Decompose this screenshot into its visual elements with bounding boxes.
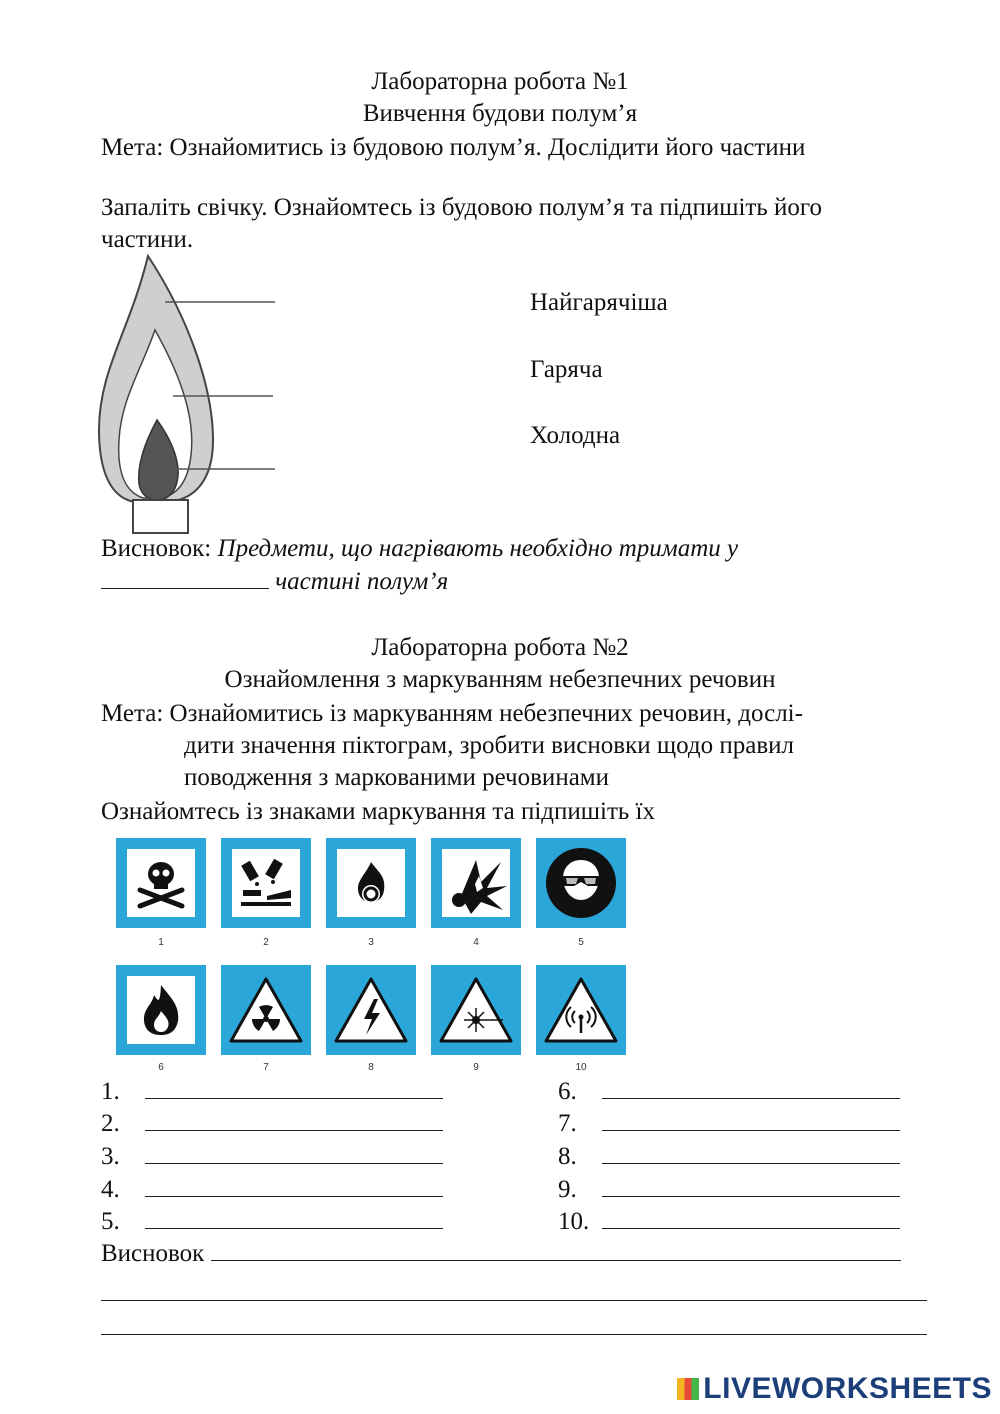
lab1-conclusion-label: Висновок: bbox=[101, 535, 212, 562]
lab2-conclusion-label: Висновок bbox=[101, 1240, 205, 1267]
lab2-conclusion-blank-1[interactable] bbox=[211, 1238, 901, 1261]
answer-blank-3[interactable] bbox=[145, 1141, 443, 1164]
laser-sign-icon bbox=[431, 965, 521, 1055]
zone-hottest: Найгарячіша bbox=[530, 289, 668, 316]
answer-blank-2[interactable] bbox=[145, 1108, 443, 1131]
answer-row-2 bbox=[101, 1108, 443, 1140]
lab1-subtitle: Вивчення будови полум’я bbox=[362, 100, 638, 127]
lab2-conclusion bbox=[101, 1238, 901, 1270]
answer-row-1 bbox=[101, 1076, 443, 1108]
lab1-conclusion-blank[interactable] bbox=[101, 566, 269, 589]
sign-number-2: 2 bbox=[263, 937, 269, 948]
zone-cold: Холодна bbox=[530, 422, 621, 449]
answer-blank-7[interactable] bbox=[602, 1108, 900, 1131]
lab2-conclusion-blank-3[interactable] bbox=[101, 1318, 927, 1335]
flame-illustration bbox=[95, 250, 285, 540]
liveworksheets-logo bbox=[677, 1372, 992, 1406]
answer-row-10 bbox=[558, 1206, 900, 1238]
lab1-title: Лабораторна робота №1 bbox=[371, 68, 629, 95]
toxic-sign-icon bbox=[116, 838, 206, 928]
lab1-goal: Мета: Ознайомитись із будовою полум’я. Дослідити його частини bbox=[101, 134, 806, 161]
answer-blank-8[interactable] bbox=[602, 1141, 900, 1164]
sign-number-5: 5 bbox=[578, 937, 584, 948]
lab1-task-line2: частини. bbox=[101, 226, 194, 253]
lab2-goal-line3: поводження з маркованими речовинами bbox=[184, 764, 609, 791]
answer-number: 7. bbox=[558, 1110, 577, 1137]
lab2-task: Ознайомтесь із знаками маркування та підпишіть їх bbox=[101, 798, 655, 825]
sign-number-6: 6 bbox=[158, 1062, 164, 1073]
answer-number: 10. bbox=[558, 1208, 590, 1235]
logo-text: LIVEWORKSHEETS bbox=[703, 1372, 992, 1405]
sign-number-3: 3 bbox=[368, 937, 374, 948]
eye-protection-sign-icon bbox=[536, 838, 626, 928]
sign-number-1: 1 bbox=[158, 937, 164, 948]
logo-mark-icon bbox=[677, 1378, 699, 1400]
answer-row-5 bbox=[101, 1206, 443, 1238]
lab2-goal-line1: Мета: Ознайомитись із маркуванням небезпечних речовин, дослі- bbox=[101, 700, 803, 727]
lab2-goal-line2: дити значення піктограм, зробити висновки щодо правил bbox=[184, 732, 794, 759]
answer-row-6 bbox=[558, 1076, 900, 1108]
lab1-conclusion-row2 bbox=[101, 566, 448, 598]
corrosive-sign-icon bbox=[221, 838, 311, 928]
lab1-conclusion bbox=[101, 533, 738, 565]
answer-blank-9[interactable] bbox=[602, 1174, 900, 1197]
lab1-task-line1: Запаліть свічку. Ознайомтесь із будовою полум’я та підпишіть його bbox=[101, 194, 823, 221]
lab2-conclusion-blank-2[interactable] bbox=[101, 1284, 927, 1301]
answer-blank-5[interactable] bbox=[145, 1206, 443, 1229]
sign-number-9: 9 bbox=[473, 1062, 479, 1073]
answer-row-4 bbox=[101, 1174, 443, 1206]
radiation-sign-icon bbox=[221, 965, 311, 1055]
answer-row-9 bbox=[558, 1174, 900, 1206]
answer-number: 8. bbox=[558, 1143, 577, 1170]
oxidizer-sign-icon bbox=[326, 838, 416, 928]
lab2-subtitle: Ознайомлення з маркуванням небезпечних речовин bbox=[224, 666, 776, 693]
sign-number-4: 4 bbox=[473, 937, 479, 948]
electrical-hazard-sign-icon bbox=[326, 965, 416, 1055]
answer-blank-4[interactable] bbox=[145, 1174, 443, 1197]
lab1-conclusion-text2: частині полум’я bbox=[275, 568, 449, 595]
answer-number: 9. bbox=[558, 1176, 577, 1203]
answer-number: 5. bbox=[101, 1208, 120, 1235]
answer-number: 6. bbox=[558, 1078, 577, 1105]
flammable-sign-icon bbox=[116, 965, 206, 1055]
answer-row-8 bbox=[558, 1141, 900, 1173]
zone-hot: Гаряча bbox=[530, 356, 603, 383]
nonionizing-radiation-sign-icon bbox=[536, 965, 626, 1055]
sign-number-7: 7 bbox=[263, 1062, 269, 1073]
answer-number: 2. bbox=[101, 1110, 120, 1137]
explosive-sign-icon bbox=[431, 838, 521, 928]
sign-number-10: 10 bbox=[575, 1062, 587, 1073]
lab1-conclusion-text1: Предмети, що нагрівають необхідно тримати у bbox=[217, 535, 739, 562]
answer-blank-10[interactable] bbox=[602, 1206, 900, 1229]
answer-blank-1[interactable] bbox=[145, 1076, 443, 1099]
answer-number: 1. bbox=[101, 1078, 120, 1105]
answer-row-7 bbox=[558, 1108, 900, 1140]
answer-number: 3. bbox=[101, 1143, 120, 1170]
answer-row-3 bbox=[101, 1141, 443, 1173]
answer-blank-6[interactable] bbox=[602, 1076, 900, 1099]
lab2-title: Лабораторна робота №2 bbox=[371, 634, 629, 661]
answer-number: 4. bbox=[101, 1176, 120, 1203]
sign-number-8: 8 bbox=[368, 1062, 374, 1073]
